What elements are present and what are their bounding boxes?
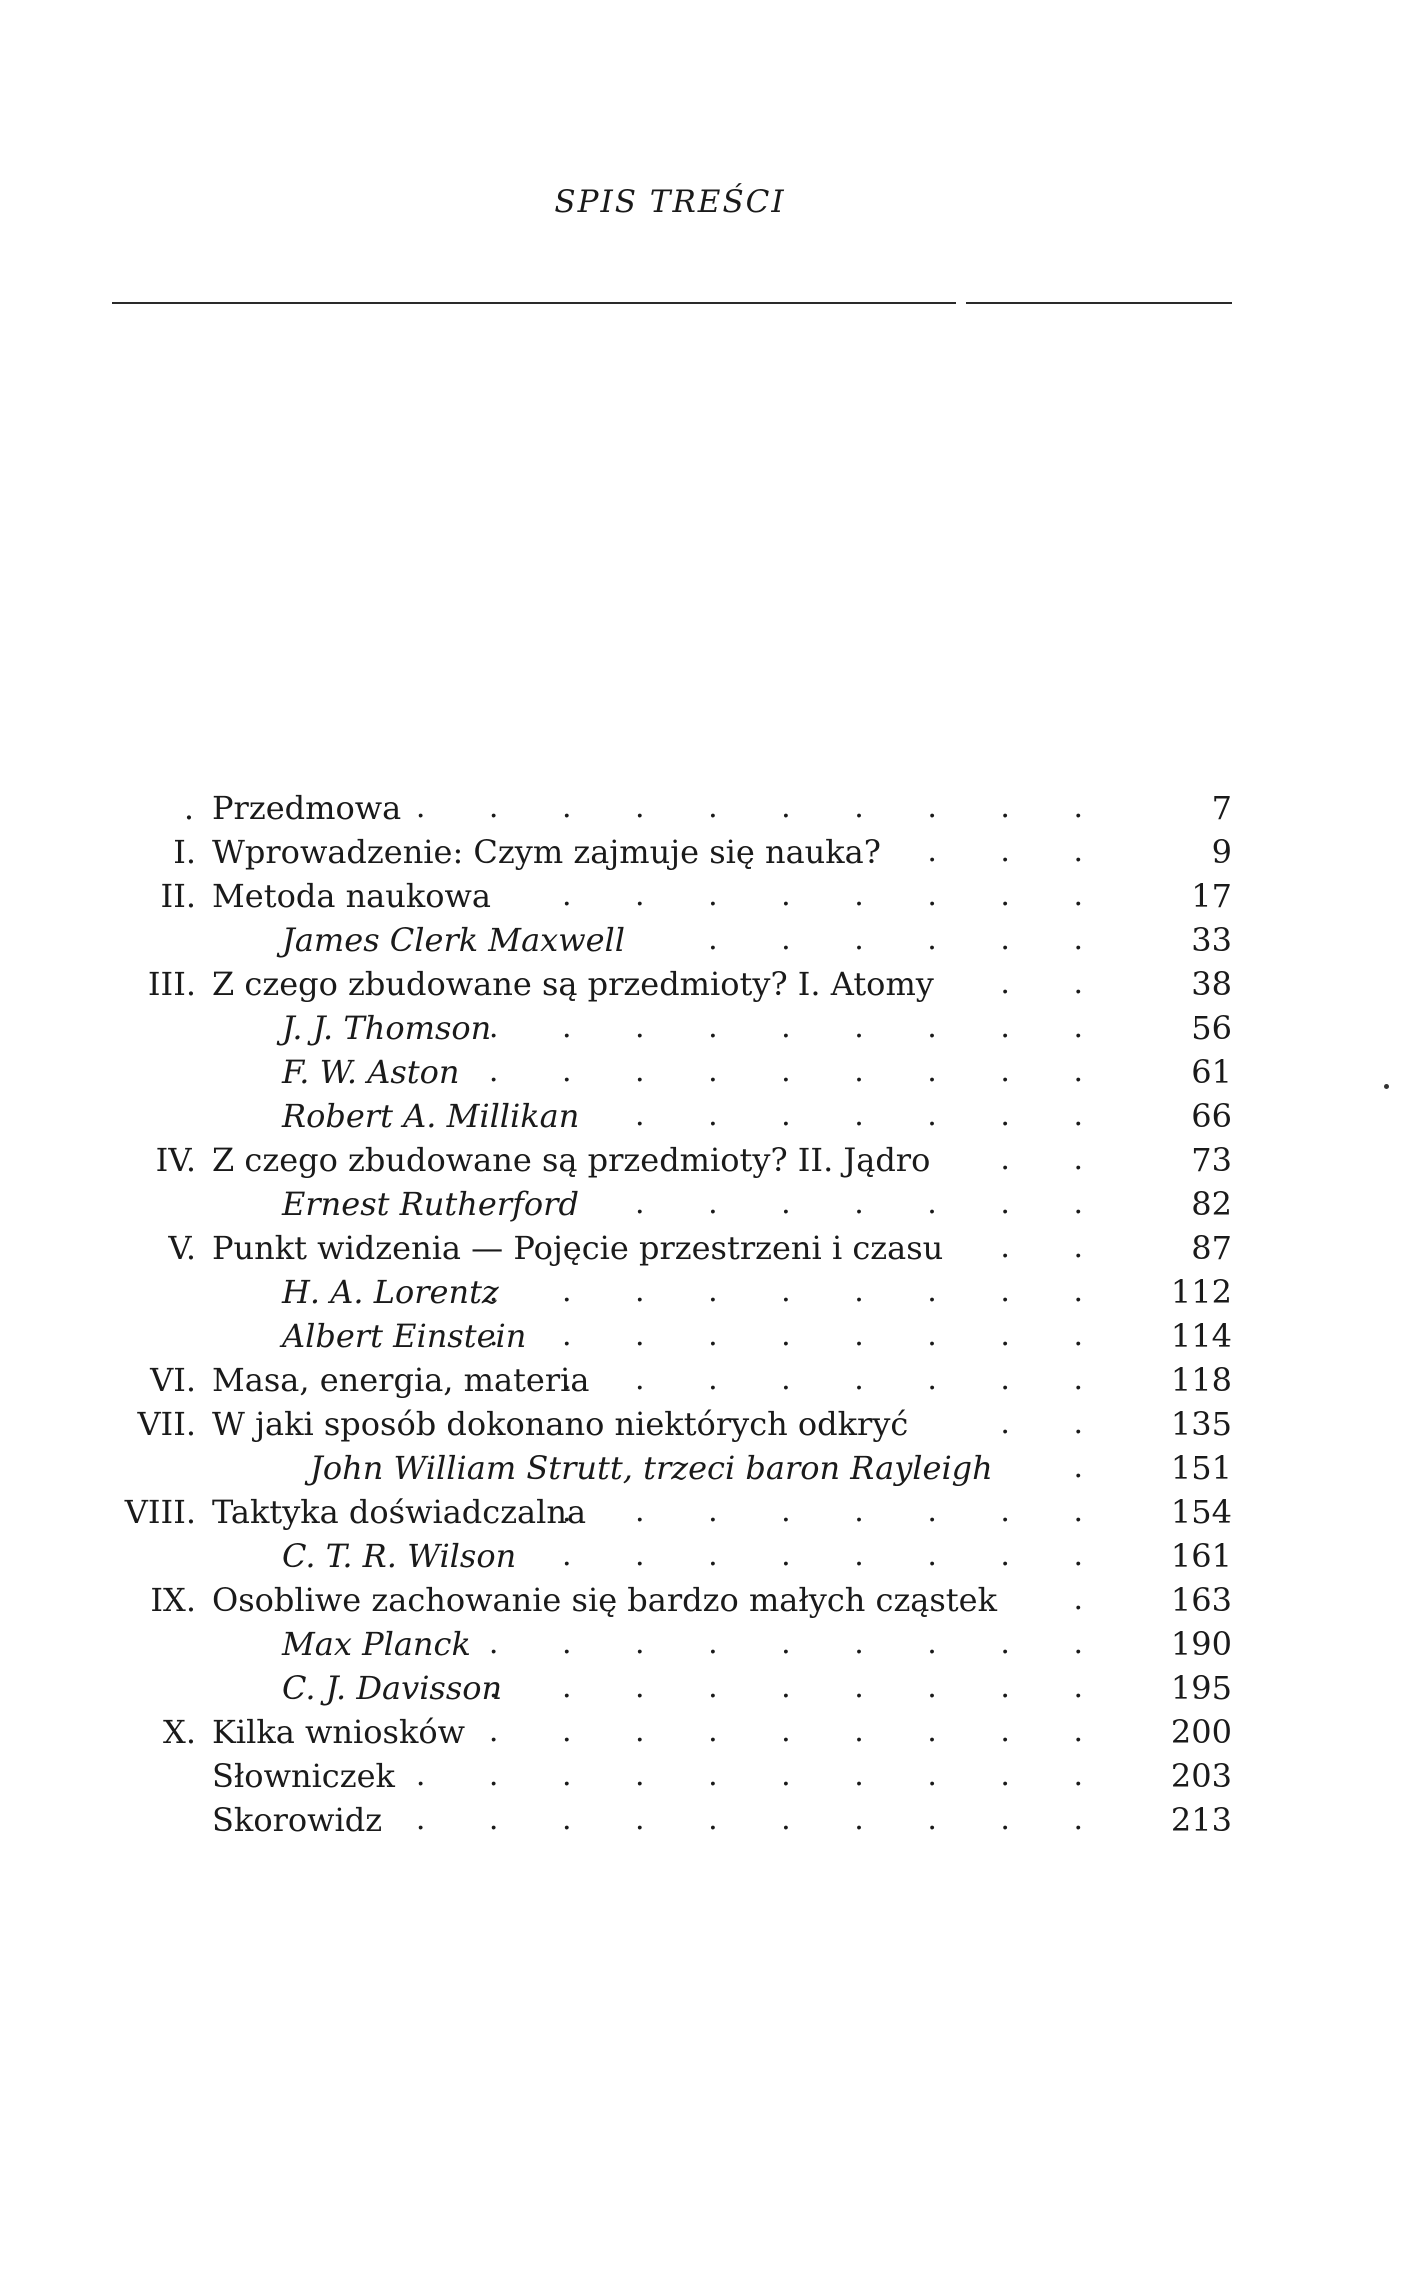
toc-entry-leader: . . . . . . . . [561, 1362, 1110, 1397]
toc-entry [0, 1138, 1424, 1182]
toc-entry-number: III. [147, 965, 196, 1003]
toc-entry [0, 1314, 1424, 1358]
toc-entry-page: 82 [1191, 1185, 1232, 1223]
toc-entry [0, 1666, 1424, 1710]
toc-entry-title: John William Strutt, trzeci baron Rayleigh [310, 1449, 993, 1487]
toc-entry-title: F. W. Aston [282, 1053, 460, 1091]
toc-entry-leader: . . . . . . . . . . [415, 1802, 1110, 1837]
toc-entry-number: X. [163, 1713, 196, 1751]
toc-entry-page: 9 [1211, 833, 1232, 871]
toc-entry-number: VII. [137, 1405, 196, 1443]
toc-entry-page: 161 [1170, 1537, 1232, 1575]
toc-entry-title: C. T. R. Wilson [282, 1537, 517, 1575]
toc-entry-leader: . [1073, 1582, 1110, 1617]
toc-entry-title: Skorowidz [212, 1801, 383, 1839]
toc-entry-page: 135 [1170, 1405, 1232, 1443]
toc-entry-leader: . . . . . . . . [561, 1494, 1110, 1529]
toc-entry-page: 87 [1191, 1229, 1232, 1267]
toc-entry-leader: . . [1000, 1142, 1110, 1177]
toc-entry-number: V. [168, 1229, 196, 1267]
toc-entry-page: 38 [1191, 965, 1232, 1003]
toc-entry-title: C. J. Davisson [282, 1669, 503, 1707]
toc-entry [0, 1358, 1424, 1402]
toc-entry-leader: . . . . . . . . . [488, 1274, 1110, 1309]
toc-entry-title: Przedmowa [212, 789, 402, 827]
toc-entry-page: 33 [1191, 921, 1232, 959]
toc-entry-title: James Clerk Maxwell [282, 921, 625, 959]
toc-entry-number: IV. [155, 1141, 196, 1179]
toc-entry-leader: . . . . . . . [635, 1186, 1110, 1221]
toc-entry-title: H. A. Lorentz [282, 1273, 499, 1311]
toc-entry-page: 66 [1191, 1097, 1232, 1135]
print-speck [1384, 1084, 1389, 1089]
toc-entry [0, 1622, 1424, 1666]
toc-entry-page: 17 [1191, 877, 1232, 915]
toc-entry [0, 1402, 1424, 1446]
toc-entry [0, 1050, 1424, 1094]
toc-entry-title: J. J. Thomson [282, 1009, 492, 1047]
toc-entry-leader: . . . . . . . . . . [415, 790, 1110, 825]
toc-entry-number: VIII. [124, 1493, 196, 1531]
toc-entry-page: 200 [1170, 1713, 1232, 1751]
toc-entry-leader: . . . . . . . . . . [415, 1758, 1110, 1793]
toc-entry-title: Z czego zbudowane są przedmioty? II. Jądro [212, 1141, 931, 1179]
toc-entry-number: VI. [150, 1361, 196, 1399]
toc-entry-title: Punkt widzenia — Pojęcie przestrzeni i czasu [212, 1229, 944, 1267]
toc-entry [0, 1446, 1424, 1490]
toc-entry-page: 73 [1191, 1141, 1232, 1179]
toc-entry-page: 112 [1170, 1273, 1232, 1311]
toc-entry-leader: . . [1000, 966, 1110, 1001]
toc-entry [0, 1578, 1424, 1622]
toc-entry-title: Max Planck [282, 1625, 471, 1663]
toc-entry-title: Ernest Rutherford [282, 1185, 579, 1223]
toc-entry [0, 786, 1424, 830]
toc-entry [0, 962, 1424, 1006]
toc-entry-page: 7 [1211, 789, 1232, 827]
toc-entry-page: 213 [1170, 1801, 1232, 1839]
toc-entry [0, 1710, 1424, 1754]
toc-entry-page: 163 [1170, 1581, 1232, 1619]
toc-entry-leader: . . . . . . . . [561, 878, 1110, 913]
toc-entry-number: . [183, 789, 194, 827]
toc-entry-title: W jaki sposób dokonano niektórych odkryć [212, 1405, 909, 1443]
toc-entry-leader: . . . . . . . . . [488, 1626, 1110, 1661]
toc-entry-title: Robert A. Millikan [282, 1097, 580, 1135]
toc-entry-page: 203 [1170, 1757, 1232, 1795]
toc-entry-leader: . . . . . . . . . [488, 1318, 1110, 1353]
toc-entry [0, 1754, 1424, 1798]
toc-entry-title: Kilka wniosków [212, 1713, 465, 1751]
title-rule-right [966, 302, 1232, 304]
toc-entry-title: Słowniczek [212, 1757, 395, 1795]
toc-entry-number: II. [160, 877, 196, 915]
toc-entry-number: IX. [150, 1581, 196, 1619]
toc-entry-title: Metoda naukowa [212, 877, 491, 915]
toc-entry-leader: . . . . . . . . . [488, 1670, 1110, 1705]
toc-entry-leader: . . . . . . . . . [488, 1714, 1110, 1749]
toc-entry-leader: . . . . . . . . . [488, 1010, 1110, 1045]
toc-entry-page: 61 [1191, 1053, 1232, 1091]
toc-entry-title: Taktyka doświadczalna [212, 1493, 587, 1531]
toc-entry-leader: . . . . . . [708, 922, 1110, 957]
toc-entry [0, 1094, 1424, 1138]
toc-entry [0, 874, 1424, 918]
toc-entry-title: Z czego zbudowane są przedmioty? I. Atomy [212, 965, 934, 1003]
toc-entry-leader: . . . . . . . . . [488, 1054, 1110, 1089]
toc-entry [0, 1490, 1424, 1534]
toc-entry-title: Masa, energia, materia [212, 1361, 590, 1399]
toc-entry [0, 830, 1424, 874]
toc-entry-leader: . . [1000, 1230, 1110, 1265]
toc-entry-leader: . . . . . . . . [561, 1538, 1110, 1573]
toc-entry-title: Wprowadzenie: Czym zajmuje się nauka? [212, 833, 881, 871]
toc-entry-leader: . [1073, 1450, 1110, 1485]
title-rule-left [112, 302, 956, 304]
toc-entry-page: 114 [1170, 1317, 1232, 1355]
toc-entry-title: Osobliwe zachowanie się bardzo małych cząstek [212, 1581, 997, 1619]
toc-entry-leader: . . . [927, 834, 1110, 869]
toc-entry-page: 118 [1170, 1361, 1232, 1399]
toc-entry [0, 918, 1424, 962]
toc-entry [0, 1798, 1424, 1842]
toc-entry-leader: . . . . . . . [635, 1098, 1110, 1133]
toc-entry [0, 1006, 1424, 1050]
toc-entry-page: 56 [1191, 1009, 1232, 1047]
toc-entry-page: 151 [1170, 1449, 1232, 1487]
toc-entry [0, 1534, 1424, 1578]
toc-entry [0, 1270, 1424, 1314]
toc-entry-page: 190 [1170, 1625, 1232, 1663]
toc-entry-title: Albert Einstein [282, 1317, 527, 1355]
toc-entry-number: I. [173, 833, 196, 871]
toc-entry-leader: . . [1000, 1406, 1110, 1441]
toc-entry [0, 1182, 1424, 1226]
toc-entry-page: 195 [1170, 1669, 1232, 1707]
page-title: SPIS TREŚCI [554, 184, 786, 220]
toc-entry-page: 154 [1170, 1493, 1232, 1531]
toc-entry [0, 1226, 1424, 1270]
